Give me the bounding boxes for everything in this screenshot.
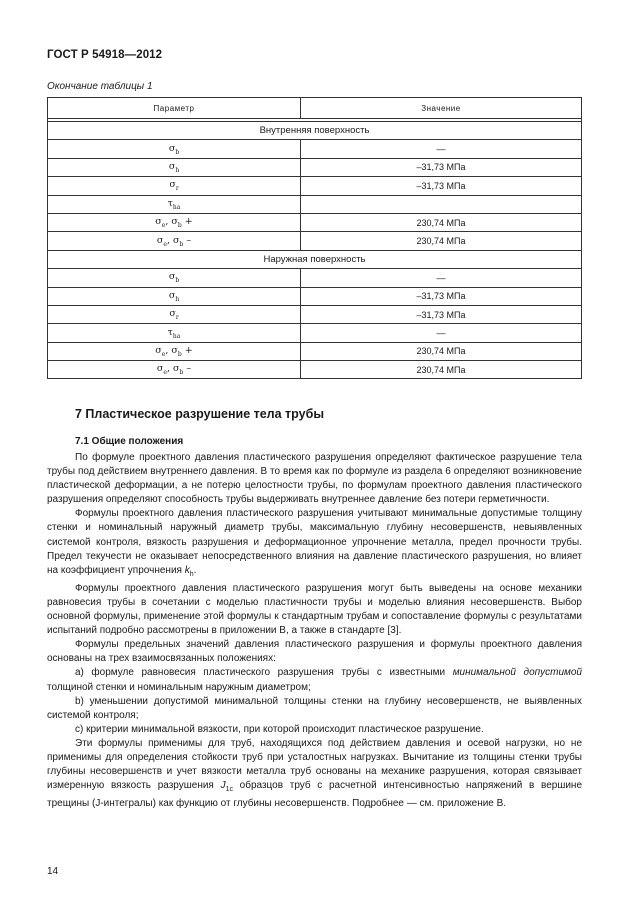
value-cell (301, 195, 582, 213)
section-outer: Наружная поверхность (48, 250, 582, 268)
param-sigma-h: $\sigma_h$ (48, 287, 301, 305)
param-tau-ha: $\tau_{ha}$ (48, 195, 301, 213)
value-cell: — (301, 140, 582, 158)
param-sigma-e-plus: $\sigma_e$, $\sigma_b$ + (48, 342, 301, 360)
value-cell: –31,73 МПа (301, 177, 582, 195)
table-header-row (48, 98, 582, 119)
table-caption: Окончание таблицы 1 (47, 81, 153, 92)
list-item: а) формуле равновесия пластического разрушения трубы с известными минимальной допустимой толщиной стенки и номинальным наружным диаметром; (47, 667, 582, 693)
table-row (48, 269, 582, 287)
table-row (48, 287, 582, 305)
table-row (48, 361, 582, 379)
value-cell: –31,73 МПа (301, 158, 582, 176)
table-row (48, 342, 582, 360)
table-row (48, 213, 582, 231)
list-item: с) критерии минимальной вязкости, при которой происходит пластическое разрушение. (75, 723, 484, 735)
value-cell: — (301, 324, 582, 342)
section-7-title: 7 Пластическое разрушение тела трубы (75, 407, 324, 421)
param-sigma-e-minus: $\sigma_e$, $\sigma_b$ – (48, 361, 301, 379)
param-sigma-e-plus: $\sigma_e$, $\sigma_b$ + (48, 213, 301, 231)
value-cell: — (301, 269, 582, 287)
table-row (48, 305, 582, 323)
param-sigma-e-minus: $\sigma_e$, $\sigma_b$ – (48, 232, 301, 250)
paragraph: Формулы проектного давления пластического разрушения учитывают минимальные допустимые толщину стенки и номинальный наружный диаметр трубы, максимальную глубину несовершенств, невыявленных системой контроля, вязкость разрушения и деформационное упрочнение металла, предел прочности трубы. Предел текучести не оказывает непосредственного влияния на давление пластического разрушения, но влияет на коэффициент упрочнения $k_h$. (47, 508, 582, 578)
standard-header: ГОСТ Р 54918—2012 (47, 49, 163, 61)
paragraph: По формуле проектного давления пластического разрушения определяют фактическое разрушение тела трубы под действием внутреннего давления. В то время как по формуле из раздела 6 определяют возникновение пластической деформации, а не потерю целостности трубы, по формулам проектного давления пластического разрушения определяют способность трубы выдерживать внутреннее давление без потери герметичности. (47, 452, 582, 506)
col-header-param: Параметр (48, 98, 301, 119)
value-cell: –31,73 МПа (301, 305, 582, 323)
table-row (48, 177, 582, 195)
param-sigma-h: $\sigma_h$ (48, 158, 301, 176)
section-body (47, 451, 582, 811)
param-tau-ha: $\tau_{ha}$ (48, 324, 301, 342)
param-sigma-r: $\sigma_r$ (48, 305, 301, 323)
value-cell: 230,74 МПа (301, 361, 582, 379)
col-header-value: Значение (301, 98, 582, 119)
param-sigma-b: $\sigma_b$ (48, 140, 301, 158)
table-row (48, 195, 582, 213)
table-row (48, 158, 582, 176)
param-sigma-b: $\sigma_b$ (48, 269, 301, 287)
parameters-table (47, 97, 582, 379)
table-row (48, 232, 582, 250)
value-cell: 230,74 МПа (301, 232, 582, 250)
paragraph: Эти формулы применимы для труб, находящихся под действием давления и осевой нагрузки, но не применимы для определения стойкости труб при усталостных нагрузках. Вычитание из толщины стенки трубы глубины несовершенств и учет вязкости металла труб основаны на механике разрушения, которая связывает измеренную вязкость разрушения $J_{1c}$ образцов труб с расчетной интенсивностью напряжений в вершине трещины (J-интегралы) как функцию от глубины несовершенств. Подробнее — см. приложение В. (47, 737, 583, 810)
param-sigma-r: $\sigma_r$ (48, 177, 301, 195)
table-row (48, 140, 582, 158)
table-row (48, 324, 582, 342)
page-number: 14 (47, 866, 59, 877)
value-cell: 230,74 МПа (301, 213, 582, 231)
value-cell: 230,74 МПа (301, 342, 582, 360)
paragraph: Формулы предельных значений давления пластического разрушения и формулы проектного давления основаны на трех взаимосвязанных положениях: (47, 639, 582, 665)
subsection-7-1-title: 7.1 Общие положения (75, 436, 184, 447)
paragraph: Формулы проектного давления пластического разрушения могут быть выведены на основе механики равновесия трубы в сочетании с моделью пластичности трубы и моделью влияния несовершенств. Выбор основной формулы, применение этой формулы к стандартным трубам и сопоставление формулы с результатами испытаний подробно рассмотрены в приложении В, а также в стандарте [3]. (47, 582, 582, 637)
list-item: b) уменьшении допустимой минимальной толщины стенки на глубину несовершенств, не выявленных системой контроля; (47, 695, 582, 721)
section-inner: Внутренняя поверхность (48, 122, 582, 140)
value-cell: –31,73 МПа (301, 287, 582, 305)
